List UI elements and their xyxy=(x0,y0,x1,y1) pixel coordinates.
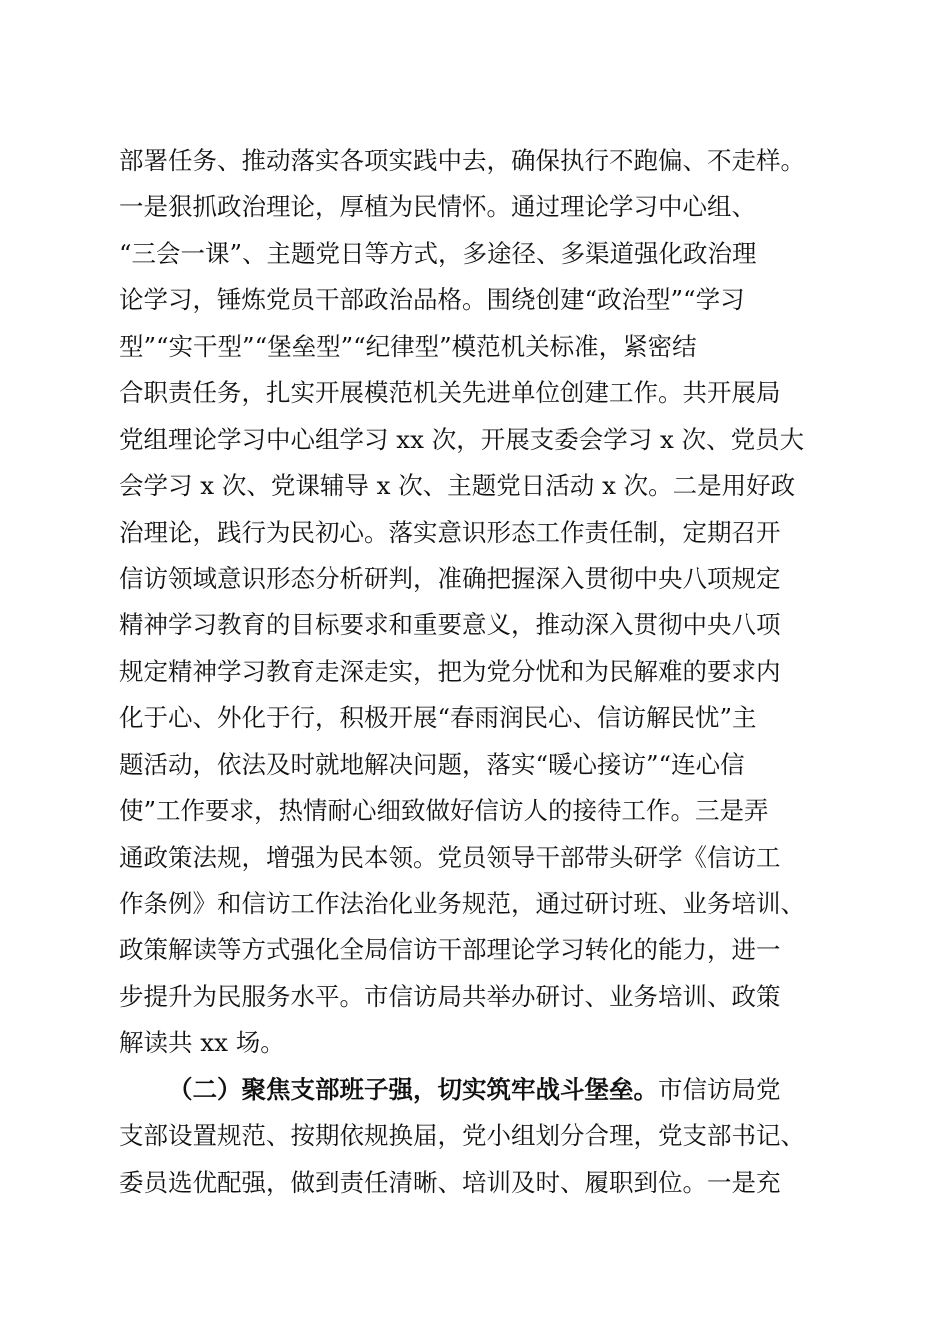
body-text xyxy=(119,138,839,1206)
text-line: 治理论，践行为民初心。落实意识形态工作责任制，定期召开 xyxy=(119,517,781,547)
text-line: 解读共 xx 场。 xyxy=(119,1028,285,1058)
text-line: 委员选优配强，做到责任清晰、培训及时、履职到位。一是充 xyxy=(119,1167,781,1197)
text-line: 论学习，锤炼党员干部政治品格。围绕创建“政治型”“学习 xyxy=(119,285,745,315)
text-line: 使”工作要求，热情耐心细致做好信访人的接待工作。三是弄 xyxy=(119,796,769,826)
text-line: 合职责任务，扎实开展模范机关先进单位创建工作。共开展局 xyxy=(119,378,781,408)
text-line: 通政策法规，增强为民本领。党员领导干部带头研学《信访工 xyxy=(119,842,781,872)
text-line: 化于心、外化于行，积极开展“春雨润民心、信访解民忧”主 xyxy=(119,703,757,733)
text-line: 精神学习教育的目标要求和重要意义，推动深入贯彻中央八项 xyxy=(119,610,781,640)
section-heading: （二）聚焦支部班子强，切实筑牢战斗堡垒。 xyxy=(168,1074,658,1104)
text-line: “三会一课”、主题党日等方式，多途径、多渠道强化政治理 xyxy=(119,238,757,268)
text-line: 题活动，依法及时就地解决问题，落实“暖心接访”“连心信 xyxy=(119,749,745,779)
section-heading-continuation: 市信访局党 xyxy=(658,1074,781,1104)
text-line: 规定精神学习教育走深走实，把为党分忧和为民解难的要求内 xyxy=(119,656,781,686)
text-line: 会学习 x 次、党课辅导 x 次、主题党日活动 x 次。二是用好政 xyxy=(119,471,796,501)
text-line: 一是狠抓政治理论，厚植为民情怀。通过理论学习中心组、 xyxy=(119,192,756,222)
text-line: 步提升为民服务水平。市信访局共举办研讨、业务培训、政策 xyxy=(119,981,781,1011)
text-line: 信访领域意识形态分析研判，准确把握深入贯彻中央八项规定 xyxy=(119,563,781,593)
text-line: 支部设置规范、按期依规换届，党小组划分合理，党支部书记、 xyxy=(119,1121,805,1151)
text-line: 党组理论学习中心组学习 xx 次，开展支委会学习 x 次、党员大 xyxy=(119,424,805,454)
text-line: 型”“实干型”“堡垒型”“纪律型”模范机关标准，紧密结 xyxy=(119,331,697,361)
text-line: 部署任务、推动落实各项实践中去，确保执行不跑偏、不走样。 xyxy=(119,146,805,175)
text-line: 作条例》和信访工作法治化业务规范，通过研讨班、业务培训、 xyxy=(119,889,805,918)
section-first-line xyxy=(119,1067,839,1113)
text-line: 政策解读等方式强化全局信访干部理论学习转化的能力，进一 xyxy=(119,935,781,965)
